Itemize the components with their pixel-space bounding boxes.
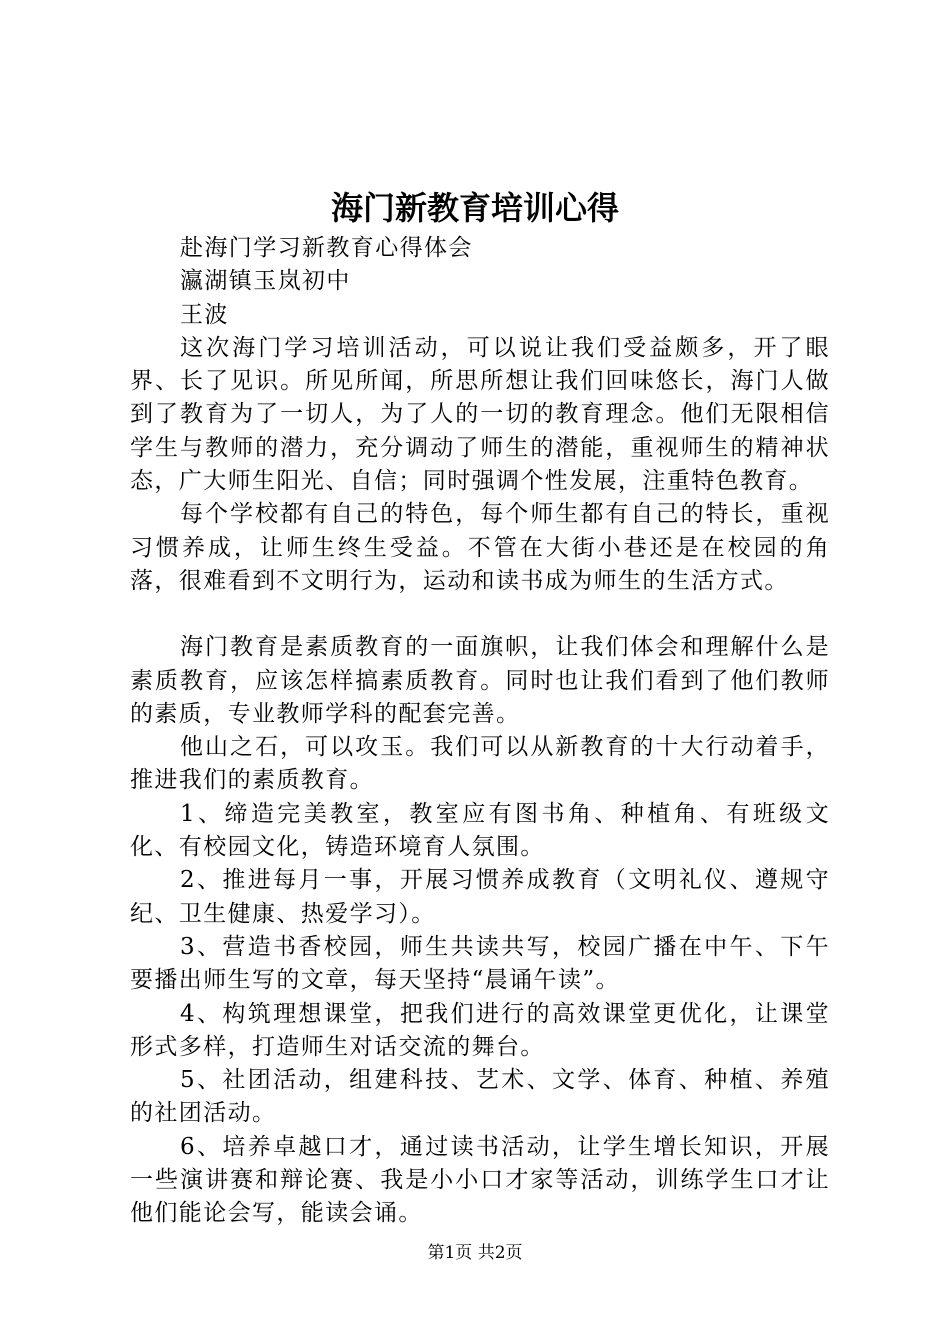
paragraph: 这次海门学习培训活动，可以说让我们受益颇多，开了眼界、长了见识。所见所闻，所思所想让我们回味悠长，海门人做到了教育为了一切人，为了人的一切的教育理念。他们无限相信学生与教师的潜力，充分调动了师生的潜能，重视师生的精神状态，广大师生阳光、自信；同时强调个性发展，注重特色教育。 [130, 334, 830, 495]
action-item: 1、缔造完美教室，教室应有图书角、种植角、有班级文化、有校园文化，铸造环境育人氛围。 [130, 800, 830, 861]
page-number-footer: 第1页 共2页 [427, 1243, 523, 1263]
action-item: 3、营造书香校园，师生共读共写，校园广播在中午、下午要播出师生写的文章，每天坚持“晨诵午读”。 [130, 933, 830, 994]
author-line: 王波 [180, 301, 229, 328]
paragraph: 每个学校都有自己的特色，每个师生都有自己的特长，重视习惯养成，让师生终生受益。不管在大街小巷还是在校园的角落，很难看到不文明行为，运动和读书成为师生的生活方式。 [130, 501, 830, 594]
action-item: 6、培养卓越口才，通过读书活动，让学生增长知识，开展一些演讲赛和辩论赛、我是小小口才家等活动，训练学生口才让他们能论会写，能读会诵。 [130, 1133, 830, 1227]
paragraph: 海门教育是素质教育的一面旗帜，让我们体会和理解什么是素质教育，应该怎样搞素质教育。同时也让我们看到了他们教师的素质，专业教师学科的配套完善。 [130, 634, 830, 727]
document-body [130, 232, 830, 1231]
paragraph-gap [130, 598, 830, 631]
action-item: 5、社团活动，组建科技、艺术、文学、体育、种植、养殖的社团活动。 [130, 1067, 830, 1127]
subtitle-line: 赴海门学习新教育心得体会 [180, 235, 473, 261]
action-item: 4、构筑理想课堂，把我们进行的高效课堂更优化，让课堂形式多样，打造师生对话交流的舞台。 [130, 1000, 830, 1060]
school-line: 瀛湖镇玉岚初中 [180, 268, 351, 295]
action-item: 2、推进每月一事，开展习惯养成教育（文明礼仪、遵规守纪、卫生健康、热爱学习）。 [130, 867, 830, 927]
paragraph: 他山之石，可以攻玉。我们可以从新教育的十大行动着手，推进我们的素质教育。 [130, 734, 830, 794]
document-title: 海门新教育培训心得 [330, 189, 619, 227]
